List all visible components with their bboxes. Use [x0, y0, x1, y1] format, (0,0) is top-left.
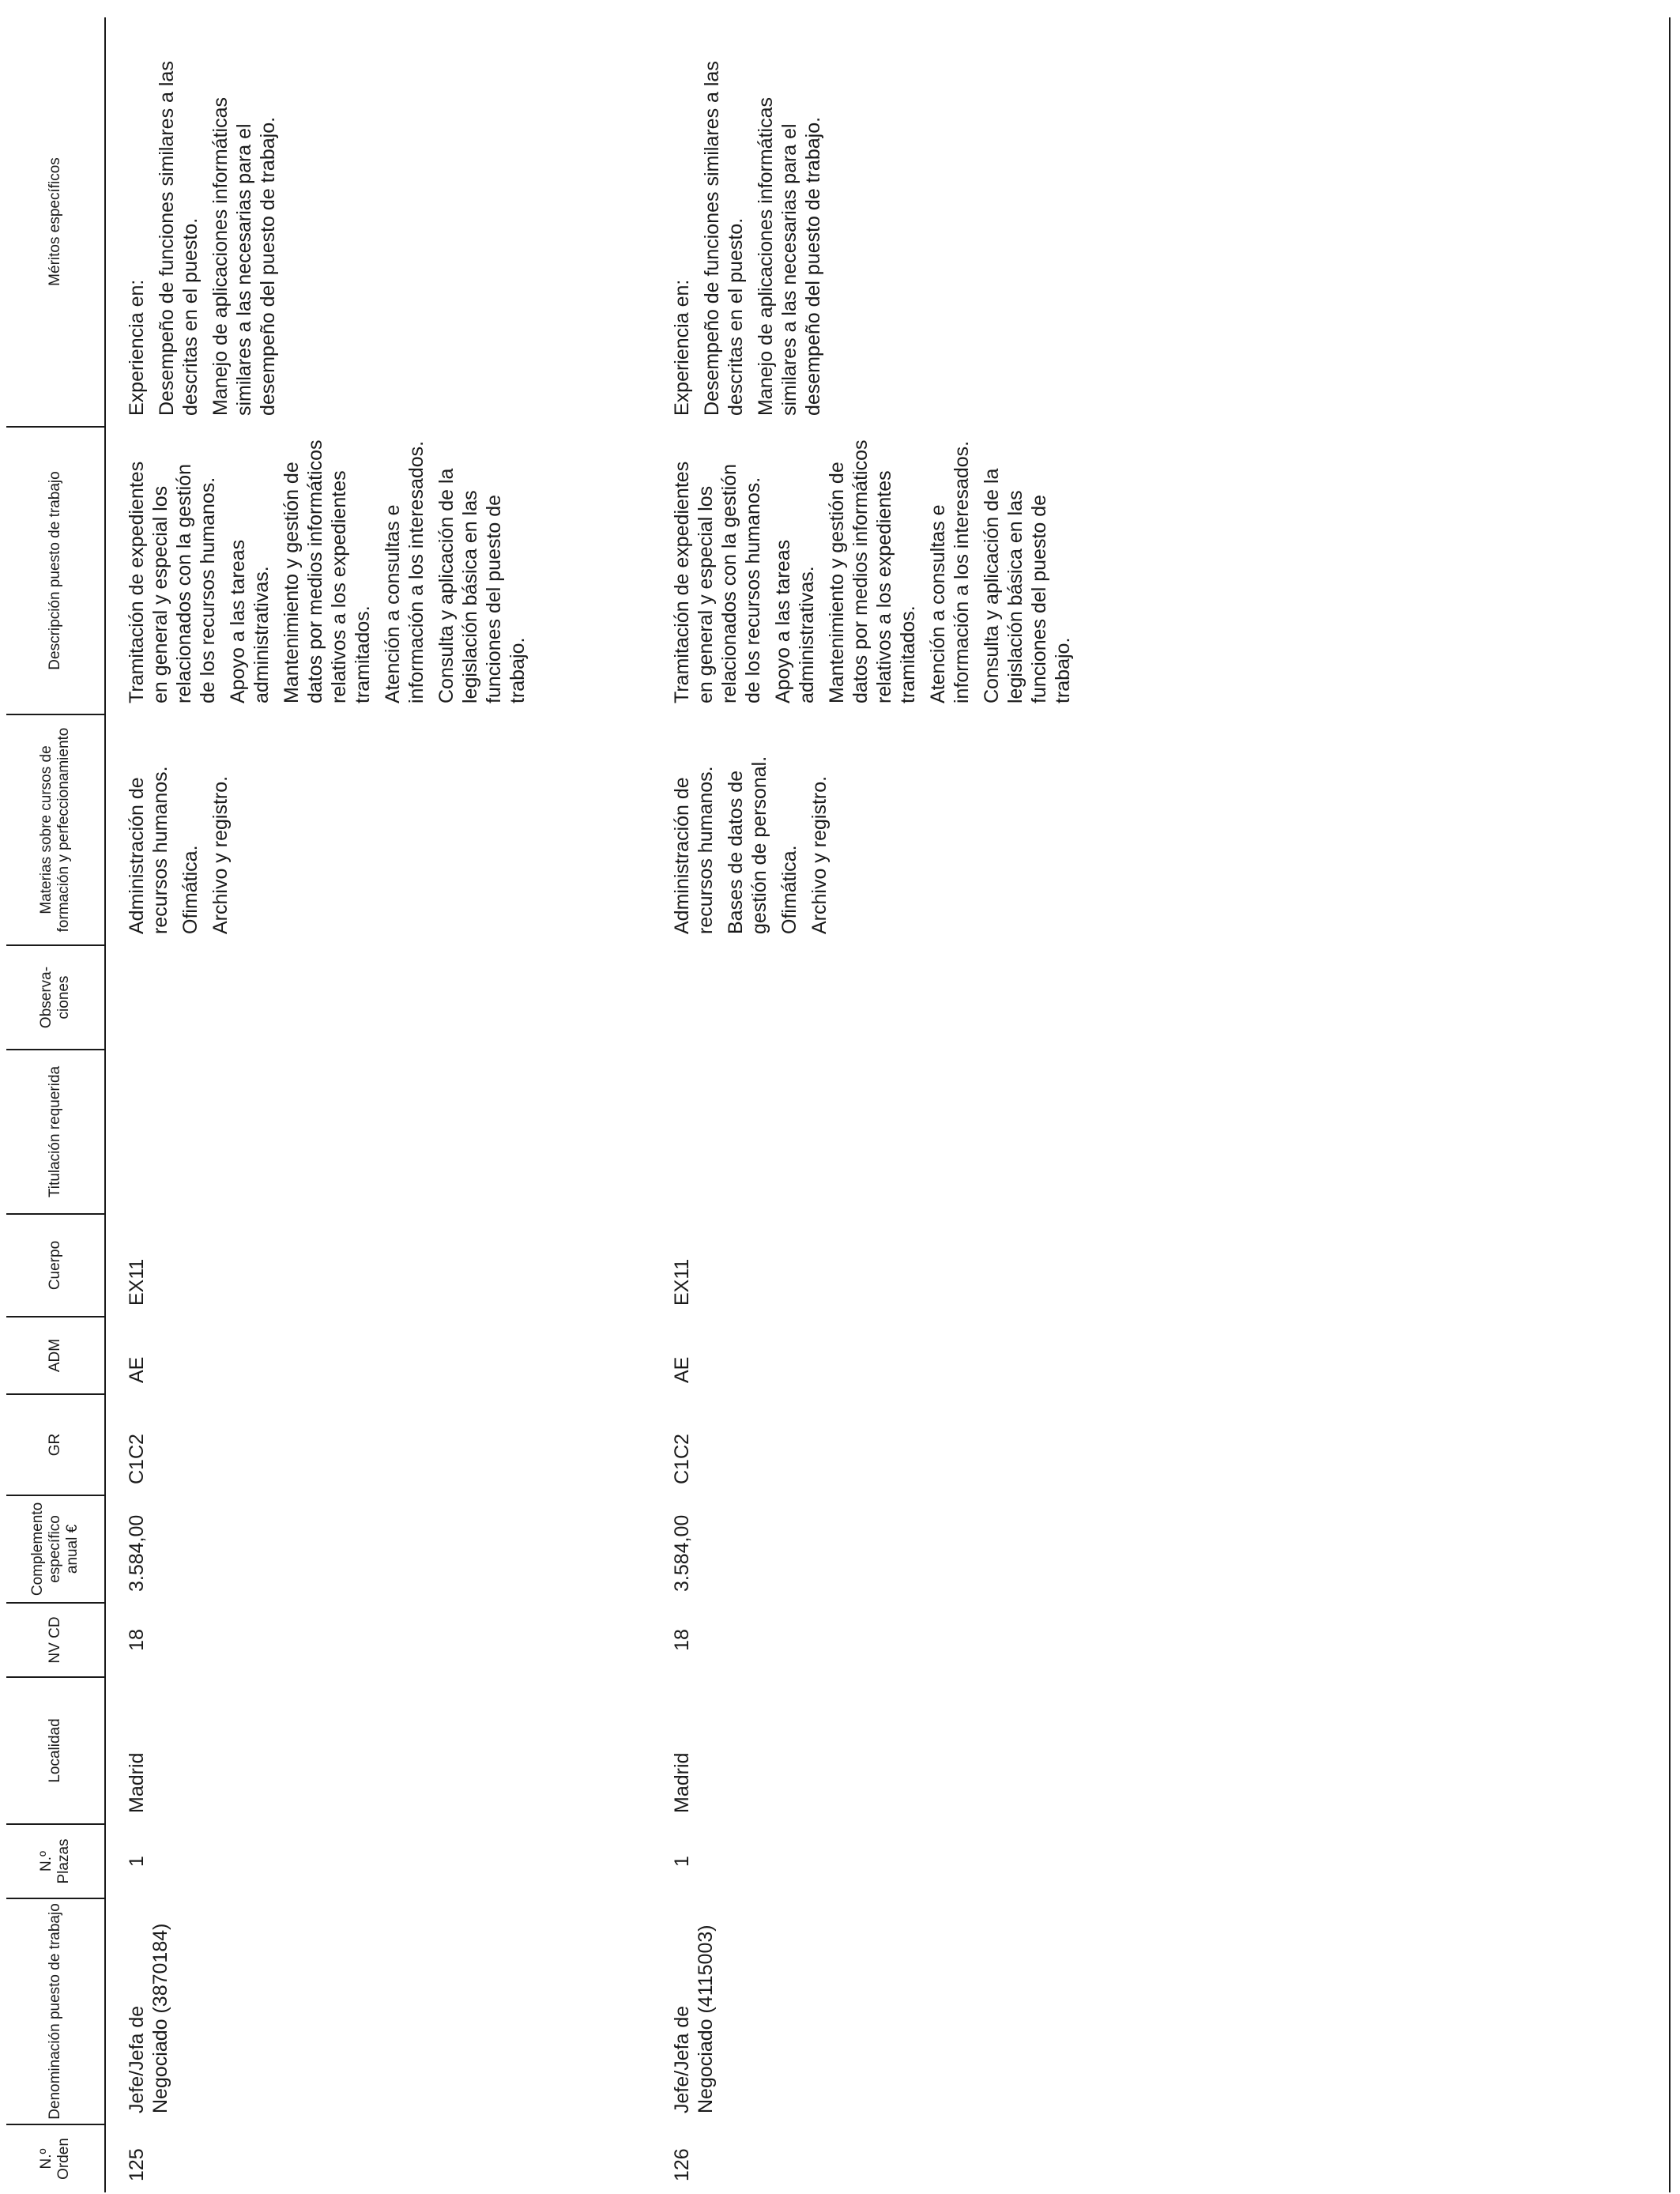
cell-materias — [651, 714, 1196, 945]
cell-cuerpo: EX11 — [126, 1258, 148, 1306]
cell-observaciones — [105, 945, 651, 1050]
header-orden: N.º Orden — [6, 2124, 105, 2192]
cell-adm: AE — [126, 1356, 148, 1383]
cell-denominacion: Jefe/Jefa de Negociado (4115003) — [671, 1924, 717, 2113]
merito-item: Experiencia en: — [671, 279, 693, 416]
cell-meritos — [651, 17, 1196, 427]
cell-meritos — [105, 17, 651, 427]
cell-plazas: 1 — [671, 1856, 693, 1867]
header-row — [6, 17, 105, 2192]
cell-complemento: 3.584,00 — [671, 1514, 693, 1592]
header-complemento: Complemento específico anual € — [6, 1495, 105, 1603]
table-row — [105, 17, 651, 2192]
descripcion-item: Tramitación de expedientes en general y especial los relacionados con la gestión de los recursos humanos. — [126, 461, 219, 703]
header-titulacion: Titulación requerida — [6, 1050, 105, 1214]
merito-item: Desempeño de funciones similares a las descritas en el puesto. — [701, 61, 747, 416]
header-nivel: NV CD — [6, 1603, 105, 1677]
header-adm: ADM — [6, 1317, 105, 1394]
cell-materias — [105, 714, 651, 945]
descripcion-item: Atención a consultas e información a los interesados. — [382, 440, 428, 703]
cell-descripcion — [651, 427, 1196, 714]
materia-item: Archivo y registro. — [209, 775, 232, 934]
cell-orden: 125 — [126, 2148, 148, 2181]
merito-item: Manejo de aplicaciones informáticas similares a las necesarias para el desempeño del puesto de trabajo. — [755, 97, 824, 416]
materia-item: Bases de datos de gestión de personal. — [725, 756, 770, 934]
descripcion-item: Tramitación de expedientes en general y especial los relacionados con la gestión de los recursos humanos. — [671, 461, 764, 703]
header-denominacion: Denominación puesto de trabajo — [6, 1898, 105, 2124]
descripcion-item: Consulta y aplicación de la legislación básica en las funciones del puesto de trabajo. — [435, 468, 529, 703]
cell-descripcion — [105, 427, 651, 714]
merito-item: Experiencia en: — [126, 279, 148, 416]
cell-titulacion — [651, 1050, 1196, 1214]
header-meritos: Méritos específicos — [6, 17, 105, 427]
materia-item: Administración de recursos humanos. — [671, 766, 717, 934]
merito-item: Manejo de aplicaciones informáticas similares a las necesarias para el desempeño del puesto de trabajo. — [209, 97, 279, 416]
header-descripcion: Descripción puesto de trabajo — [6, 427, 105, 714]
header-localidad: Localidad — [6, 1677, 105, 1824]
descripcion-item: Consulta y aplicación de la legislación básica en las funciones del puesto de trabajo. — [981, 468, 1074, 703]
cell-grupo: C1C2 — [671, 1434, 693, 1484]
header-grupo: GR — [6, 1394, 105, 1495]
table-bottom-rule — [1669, 17, 1671, 2192]
table-row — [651, 17, 1196, 2192]
header-plazas: N.º Plazas — [6, 1824, 105, 1898]
materia-item: Ofimática. — [179, 845, 202, 934]
descripcion-item: Atención a consultas e información a los interesados. — [927, 440, 973, 703]
merito-item: Desempeño de funciones similares a las descritas en el puesto. — [156, 61, 202, 416]
cell-titulacion — [105, 1050, 651, 1214]
descripcion-item: Apoyo a las tareas administrativas. — [227, 539, 273, 703]
descripcion-item: Mantenimiento y gestión de datos por medios informáticos relativos a los expedientes tramitados. — [826, 439, 919, 703]
cell-nivel: 18 — [126, 1629, 148, 1651]
cell-plazas: 1 — [126, 1856, 148, 1867]
materia-item: Archivo y registro. — [808, 775, 831, 934]
cell-complemento: 3.584,00 — [126, 1514, 148, 1592]
header-materias: Materias sobre cursos de formación y perfeccionamiento — [6, 714, 105, 945]
header-observaciones: Observa- ciones — [6, 945, 105, 1050]
materia-item: Ofimática. — [778, 845, 800, 934]
materia-item: Administración de recursos humanos. — [126, 766, 171, 934]
cell-adm: AE — [671, 1356, 693, 1383]
cell-orden: 126 — [671, 2148, 693, 2181]
cell-denominacion: Jefe/Jefa de Negociado (3870184) — [126, 1923, 171, 2113]
header-cuerpo: Cuerpo — [6, 1214, 105, 1317]
descripcion-item: Apoyo a las tareas administrativas. — [772, 539, 818, 703]
cell-cuerpo: EX11 — [671, 1258, 693, 1306]
cell-observaciones — [651, 945, 1196, 1050]
cell-grupo: C1C2 — [126, 1434, 148, 1484]
cell-localidad: Madrid — [671, 1752, 693, 1813]
positions-table — [6, 17, 1196, 2192]
cell-localidad: Madrid — [126, 1752, 148, 1813]
descripcion-item: Mantenimiento y gestión de datos por medios informáticos relativos a los expedientes tramitados. — [281, 439, 374, 703]
cell-nivel: 18 — [671, 1629, 693, 1651]
